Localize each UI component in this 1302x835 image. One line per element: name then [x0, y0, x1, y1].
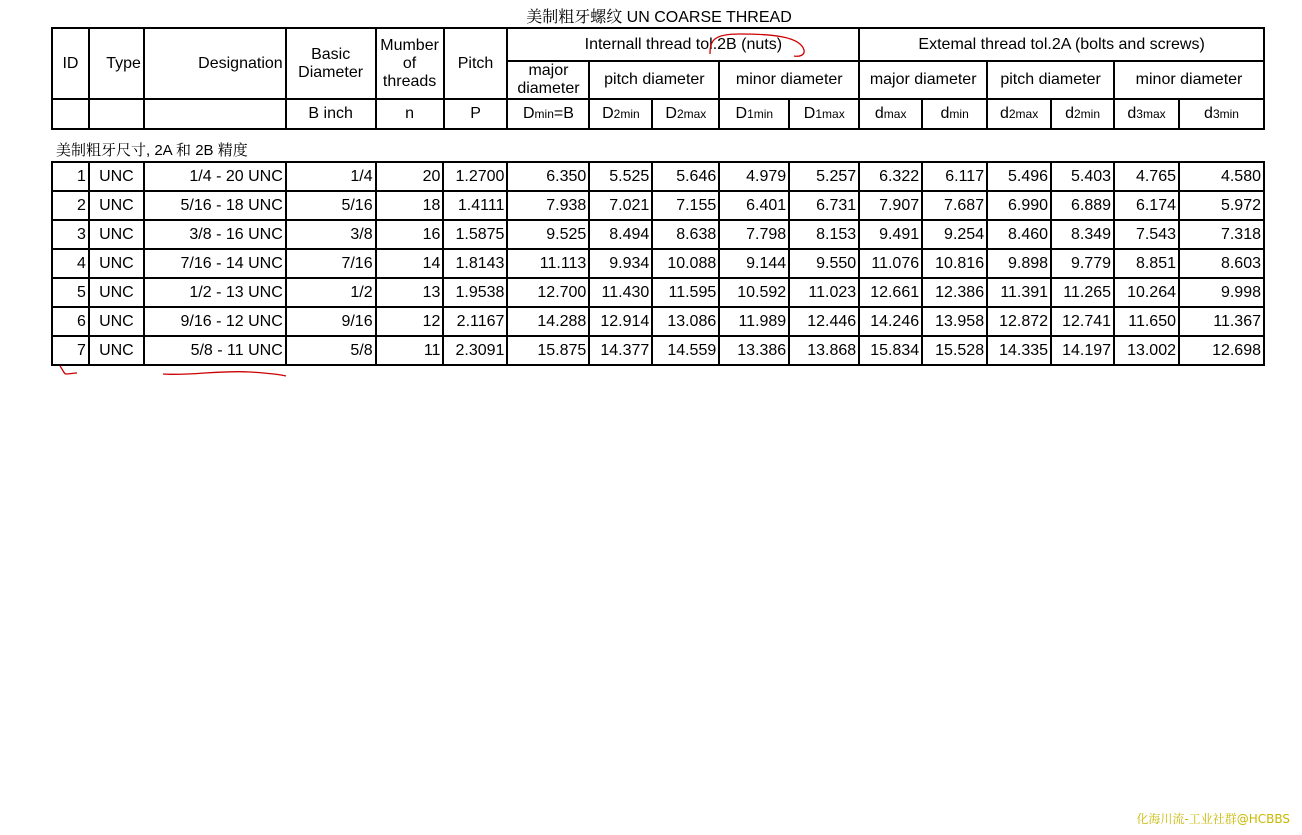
table-cell: 9.898	[987, 249, 1051, 278]
unit-d3min: d3min	[1179, 99, 1264, 129]
table-cell: 12.386	[922, 278, 987, 307]
table-cell: 7.318	[1179, 220, 1264, 249]
table-cell: 7.687	[922, 191, 987, 220]
col-header-type: Type	[89, 28, 144, 99]
group-header-external: Extemal thread tol.2A (bolts and screws)	[859, 28, 1264, 61]
table-cell: UNC	[89, 307, 144, 336]
table-cell: 1	[52, 162, 89, 191]
col-header-id: ID	[52, 28, 89, 99]
table-cell: 7.907	[859, 191, 922, 220]
table-cell: 6.117	[922, 162, 987, 191]
table-cell: 1/2	[286, 278, 376, 307]
table-cell: UNC	[89, 336, 144, 365]
table-cell: 1.5875	[443, 220, 507, 249]
col-header-major-diameter-ext: major diameter	[859, 61, 987, 99]
table-cell: 13.002	[1114, 336, 1179, 365]
col-header-designation: Designation	[144, 28, 286, 99]
unit-dmax: dmax	[859, 99, 922, 129]
unit-d2max-ext: d2max	[987, 99, 1051, 129]
table-row	[52, 249, 1264, 278]
unit-d2min-ext: d2min	[1051, 99, 1114, 129]
table-cell: 7.021	[589, 191, 652, 220]
table-cell: 11.367	[1179, 307, 1264, 336]
table-cell: 7.155	[652, 191, 719, 220]
table-cell: 11.430	[589, 278, 652, 307]
table-cell: 5.972	[1179, 191, 1264, 220]
table-cell: 7.543	[1114, 220, 1179, 249]
table-cell: 1.8143	[443, 249, 507, 278]
table-row	[52, 278, 1264, 307]
table-cell: 12.914	[589, 307, 652, 336]
table-cell: 11.650	[1114, 307, 1179, 336]
table-cell: 14.246	[859, 307, 922, 336]
table-cell: 12	[376, 307, 444, 336]
table-cell: UNC	[89, 249, 144, 278]
table-cell: 12.872	[987, 307, 1051, 336]
table-cell: 9.254	[922, 220, 987, 249]
table-cell: 13.086	[652, 307, 719, 336]
table-cell: 6.174	[1114, 191, 1179, 220]
page-title: 美制粗牙螺纹 UN COARSE THREAD	[526, 9, 792, 26]
table-cell: 7/16 - 14 UNC	[144, 249, 286, 278]
table-cell: 5/16 - 18 UNC	[144, 191, 286, 220]
table-cell: 9.491	[859, 220, 922, 249]
table-cell: 13.868	[789, 336, 859, 365]
table-row	[52, 336, 1264, 365]
table-cell: 2	[52, 191, 89, 220]
section-subtitle: 美制粗牙尺寸, 2A 和 2B 精度	[56, 142, 248, 159]
table-cell: 9.998	[1179, 278, 1264, 307]
table-cell: 12.700	[507, 278, 589, 307]
table-cell: 5/8 - 11 UNC	[144, 336, 286, 365]
table-cell: 8.494	[589, 220, 652, 249]
data-table	[51, 161, 1265, 366]
table-cell: 10.592	[719, 278, 789, 307]
table-cell: 8.638	[652, 220, 719, 249]
table-cell: 9.550	[789, 249, 859, 278]
table-cell: 5.525	[589, 162, 652, 191]
unit-d1min: D1min	[719, 99, 789, 129]
table-cell: 1.4111	[443, 191, 507, 220]
table-cell: 2.3091	[443, 336, 507, 365]
table-cell: 8.349	[1051, 220, 1114, 249]
table-cell: UNC	[89, 220, 144, 249]
table-row	[52, 191, 1264, 220]
table-cell: 12.661	[859, 278, 922, 307]
table-cell: 5/16	[286, 191, 376, 220]
unit-d1max: D1max	[789, 99, 859, 129]
table-cell: 7.798	[719, 220, 789, 249]
unit-dmin: dmin	[922, 99, 987, 129]
table-cell: 4.979	[719, 162, 789, 191]
table-cell: 11.113	[507, 249, 589, 278]
unit-d2min: D2min	[589, 99, 652, 129]
table-cell: 6.322	[859, 162, 922, 191]
table-row	[52, 162, 1264, 191]
table-cell: 15.834	[859, 336, 922, 365]
table-cell: 5/8	[286, 336, 376, 365]
table-cell: 1/4 - 20 UNC	[144, 162, 286, 191]
table-cell: 7/16	[286, 249, 376, 278]
table-cell: 11	[376, 336, 444, 365]
col-header-minor-diameter-ext: minor diameter	[1114, 61, 1264, 99]
table-cell: 8.851	[1114, 249, 1179, 278]
table-cell: 8.460	[987, 220, 1051, 249]
group-header-internal: Internall thread tol.2B (nuts)	[507, 28, 859, 61]
table-cell: 4.765	[1114, 162, 1179, 191]
unit-b-inch: B inch	[286, 99, 376, 129]
table-cell: 8.153	[789, 220, 859, 249]
col-header-pitch: Pitch	[444, 28, 508, 99]
col-header-major-diameter-int: major diameter	[507, 61, 589, 99]
table-cell: 9.144	[719, 249, 789, 278]
table-row	[52, 307, 1264, 336]
table-cell: 7	[52, 336, 89, 365]
table-cell: 12.446	[789, 307, 859, 336]
table-cell: 1.9538	[443, 278, 507, 307]
table-cell: UNC	[89, 162, 144, 191]
table-cell: 4	[52, 249, 89, 278]
table-cell: 11.989	[719, 307, 789, 336]
table-cell: 11.391	[987, 278, 1051, 307]
table-cell: 6	[52, 307, 89, 336]
table-cell: 11.023	[789, 278, 859, 307]
table-cell: 14.559	[652, 336, 719, 365]
header-table	[51, 27, 1265, 130]
col-header-basic-diameter: Basic Diameter	[286, 28, 376, 99]
table-cell: 3/8 - 16 UNC	[144, 220, 286, 249]
table-cell: 5.496	[987, 162, 1051, 191]
annotation-underline-designation	[160, 366, 290, 380]
unit-p: P	[444, 99, 508, 129]
table-cell: 6.889	[1051, 191, 1114, 220]
unit-dmin-b: Dmin=B	[507, 99, 589, 129]
table-cell: 7.938	[507, 191, 589, 220]
table-cell: 14	[376, 249, 444, 278]
col-header-pitch-diameter-ext: pitch diameter	[987, 61, 1114, 99]
table-cell: 9/16	[286, 307, 376, 336]
table-cell: 14.377	[589, 336, 652, 365]
table-cell: 13.958	[922, 307, 987, 336]
table-cell: 1/4	[286, 162, 376, 191]
table-cell: 11.076	[859, 249, 922, 278]
table-cell: 18	[376, 191, 444, 220]
table-cell: 9.934	[589, 249, 652, 278]
table-cell: 12.741	[1051, 307, 1114, 336]
table-cell: 1/2 - 13 UNC	[144, 278, 286, 307]
table-cell: 12.698	[1179, 336, 1264, 365]
col-header-minor-diameter-int: minor diameter	[719, 61, 859, 99]
table-row	[52, 220, 1264, 249]
table-cell: 13	[376, 278, 444, 307]
table-cell: 15.528	[922, 336, 987, 365]
table-cell: 10.264	[1114, 278, 1179, 307]
table-cell: 14.335	[987, 336, 1051, 365]
table-cell: 5.403	[1051, 162, 1114, 191]
table-cell: 10.816	[922, 249, 987, 278]
table-cell: 2.1167	[443, 307, 507, 336]
table-cell: 13.386	[719, 336, 789, 365]
table-cell: 1.2700	[443, 162, 507, 191]
table-cell: 3	[52, 220, 89, 249]
table-cell: 10.088	[652, 249, 719, 278]
table-cell: 9/16 - 12 UNC	[144, 307, 286, 336]
unit-d3max: d3max	[1114, 99, 1179, 129]
table-cell: 20	[376, 162, 444, 191]
table-cell: 6.990	[987, 191, 1051, 220]
table-cell: 6.731	[789, 191, 859, 220]
col-header-number-of-threads: Mumber of threads	[376, 28, 444, 99]
table-cell: 14.288	[507, 307, 589, 336]
table-cell: 11.265	[1051, 278, 1114, 307]
table-cell: UNC	[89, 191, 144, 220]
table-cell: 3/8	[286, 220, 376, 249]
table-cell: 5	[52, 278, 89, 307]
table-cell: 9.525	[507, 220, 589, 249]
table-cell: 4.580	[1179, 162, 1264, 191]
table-cell: 15.875	[507, 336, 589, 365]
table-cell: 14.197	[1051, 336, 1114, 365]
table-cell: 6.350	[507, 162, 589, 191]
watermark: 化海川流-工业社群@HCBBS	[1136, 812, 1290, 826]
table-cell: 6.401	[719, 191, 789, 220]
table-cell: 8.603	[1179, 249, 1264, 278]
table-cell: 16	[376, 220, 444, 249]
table-cell: 5.257	[789, 162, 859, 191]
col-header-pitch-diameter-int: pitch diameter	[589, 61, 719, 99]
table-cell: 11.595	[652, 278, 719, 307]
table-cell: 5.646	[652, 162, 719, 191]
unit-n: n	[376, 99, 444, 129]
table-cell: UNC	[89, 278, 144, 307]
table-cell: 9.779	[1051, 249, 1114, 278]
unit-d2max: D2max	[652, 99, 719, 129]
